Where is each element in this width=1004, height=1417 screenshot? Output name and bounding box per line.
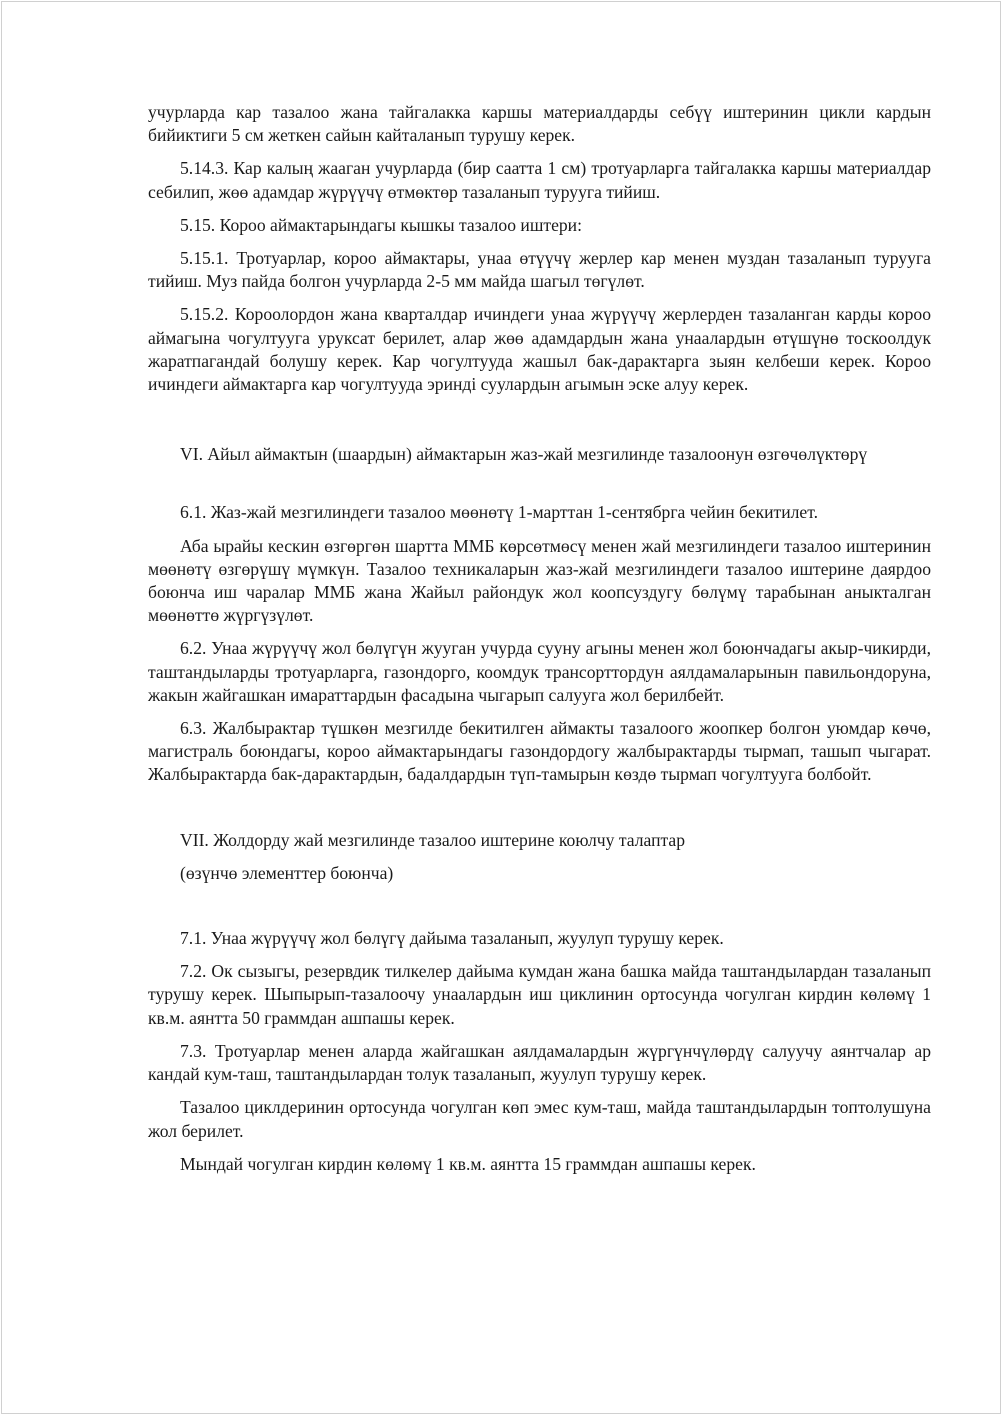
paragraph-7-3: 7.3. Тротуарлар менен аларда жайгашкан аялдамалардын жүргүнчүлөрдү салуучу аянтчалар ар кандай кум-таш, таштандылардан толук тазаланып, жуулуп турушу керек. — [148, 1040, 931, 1085]
paragraph-5-15: 5.15. Короо аймактарындагы кышкы тазалоо иштери: — [180, 214, 582, 235]
spacer — [148, 895, 931, 927]
paragraph-continuation: учурларда кар тазалоо жана тайгалакка каршы материалдарды себүү иштеринин цикли кардын бийиктиги 5 см жеткен сайын кайталанып турушу керек. — [148, 102, 931, 146]
section-heading-vi: VI. Айыл аймактын (шаардын) аймактарын жаз-жай мезгилинде тазалоонун өзгөчөлүктөрү — [180, 444, 868, 465]
paragraph-5-15-1: 5.15.1. Тротуарлар, короо аймактары, унаа өтүүчү жерлер кар менен муздан тазаланып турууга тийиш. Муз пайда болгон учурларда 2-5 мм майда шагыл төгүлөт. — [148, 248, 931, 292]
section-heading-vii: VII. Жолдорду жай мезгилинде тазалоо иштерине коюлчу талаптар — [180, 829, 686, 850]
paragraph-5-15-2: 5.15.2. Короолордон жана кварталдар ичиндеги унаа жүрүүчү жерлерден тазаланган карды короо аймагына чогултууга уруксат берилет, алар жөө адамдардын жана унаалардын өтүшүнө тоскоолдук жаратпагандай болушу керек. Кар чогултууда жашыл бак-дарактарга зыян келбеши керек. Короо ичиндеги аймактарга кар чогултууда эриндi суулардын агымын эске алуу керек. — [148, 304, 931, 395]
spacer — [148, 466, 931, 501]
paragraph-6-2: 6.2. Унаа жүрүүчү жол бөлүгүн жууган учурда сууну агыны менен жол боюнчадагы акыр-чикирди, таштандыларды тротуарларга, газондорго, коомдук трансорттордун аялдамаларынын павильондоруна, жакын жайгашкан имараттардын фасадына чыгарып салууга жол берилбейт. — [148, 638, 931, 705]
paragraph-dirt-volume: Мындай чогулган кирдин көлөмү 1 кв.м. аянтта 15 граммдан ашпашы керек. — [180, 1153, 756, 1174]
spacer — [148, 797, 931, 829]
document-body — [148, 101, 931, 1186]
paragraph-6-1-weather: Аба ырайы кескин өзгөргөн шартта ММБ көрсөтмөсү менен жай мезгилиндеги тазалоо иштеринин мөөнөтү өзгөрүшү мүмкүн. Тазалоо техникаларын жаз-жай мезгилиндеги тазалоо иштерине даярдоо боюнча иш чаралар ММБ жана Жайыл райондук жол коопсуздугу бөлүмү тарабынан аныкталган мөөнөттө жүргүзүлөт. — [148, 535, 931, 626]
section-subheading-vii: (өзүнчө элементтер боюнча) — [180, 862, 394, 883]
paragraph-6-1: 6.1. Жаз-жай мезгилиндеги тазалоо мөөнөтү 1-марттан 1-сентябрга чейин бекитилет. — [180, 502, 819, 523]
document-page — [1, 1, 1001, 1414]
paragraph-7-2: 7.2. Ок сызыгы, резервдик тилкелер дайыма кумдан жана башка майда таштандылардан тазаланып турушу керек. Шыпырып-тазалоочу унаалардын иш циклинин ортосунда чогулган кирдин көлөмү 1 кв.м. аянтта 50 граммдан ашпашы керек. — [148, 961, 931, 1028]
paragraph-5-14-3: 5.14.3. Кар калың жааган учурларда (бир саатта 1 см) тротуарларга тайгалакка каршы материалдар себилип, жөө адамдар жүрүүчү өтмөктөр тазаланып турууга тийиш. — [148, 158, 931, 202]
paragraph-7-1: 7.1. Унаа жүрүүчү жол бөлүгү дайыма тазаланып, жуулуп турушу керек. — [180, 928, 724, 949]
paragraph-6-3: 6.3. Жалбырактар түшкөн мезгилде бекитилген аймакты тазалоого жоопкер болгон уюмдар көчө, магистраль боюндагы, короо аймактарындагы газондордогу жалбырактарды тырмап, ташып чыгарат. Жалбырактарда бак-дарактардын, бадалдардын түп-тамырын көздө тырмап чогултууга болбойт. — [148, 718, 931, 785]
spacer — [148, 406, 931, 443]
paragraph-cleaning-cycles: Тазалоо циклдеринин ортосунда чогулган көп эмес кум-таш, майда таштандылардын топтолушуна жол берилет. — [148, 1097, 931, 1141]
